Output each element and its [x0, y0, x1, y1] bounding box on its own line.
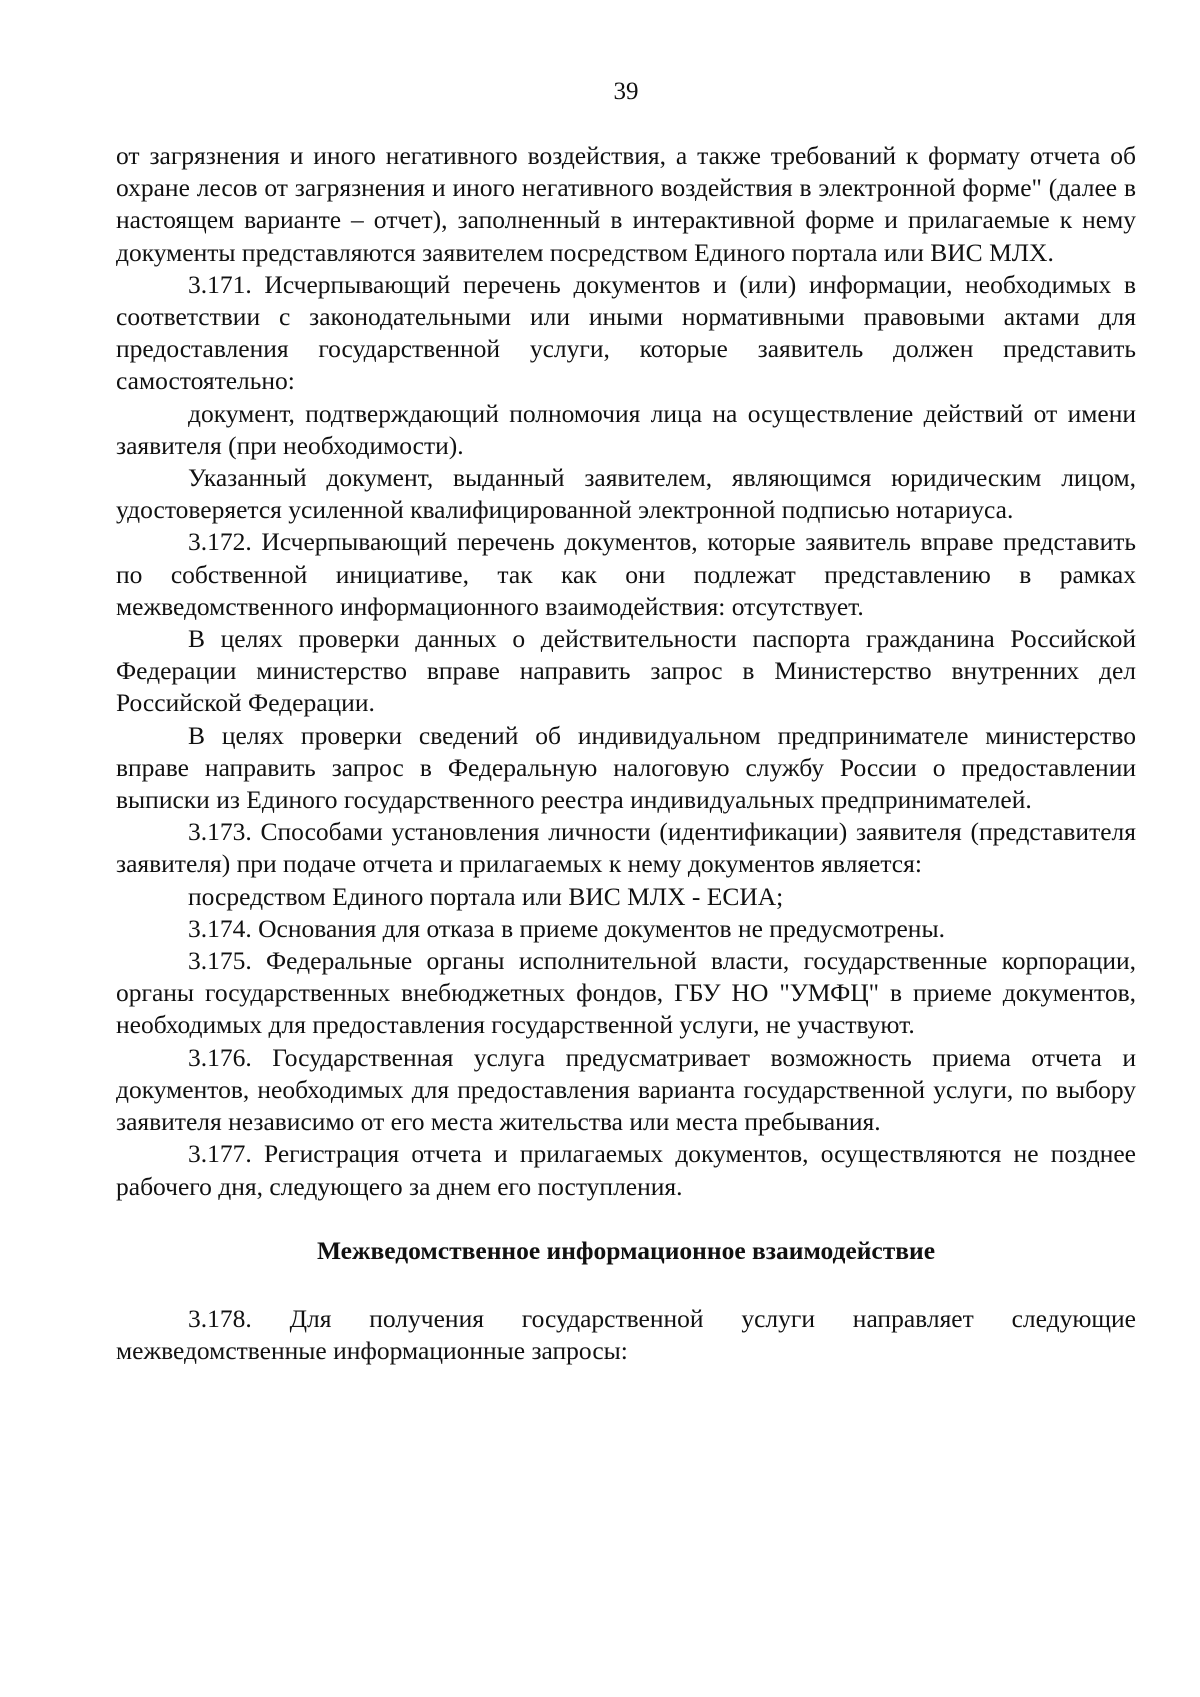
- paragraph: 3.176. Государственная услуга предусматривает возможность приема отчета и документов, необходимых для предоставления варианта государственной услуги, по выбору заявителя независимо от его места жительства или места пребывания.: [116, 1042, 1136, 1137]
- paragraph: Указанный документ, выданный заявителем, являющимся юридическим лицом, удостоверяется усиленной квалифицированной электронной подписью нотариуса.: [116, 463, 1136, 525]
- page-number: 39: [613, 78, 639, 105]
- document-body: [116, 140, 1136, 1367]
- paragraph: 3.175. Федеральные органы исполнительной власти, государственные корпорации, органы государственных внебюджетных фондов, ГБУ НО "УМФЦ" в приеме документов, необходимых для предоставления государственной услуги, не участвуют.: [116, 946, 1136, 1040]
- paragraph: от загрязнения и иного негативного воздействия, а также требований к формату отчета об охране лесов от загрязнения и иного негативного воздействия в электронной форме" (далее в настоящем варианте – отчет), заполненный в интерактивной форме и прилагаемые к нему документы представляются заявителем посредством Единого портала или ВИС МЛХ.: [116, 141, 1136, 267]
- paragraph: 3.173. Способами установления личности (идентификации) заявителя (представителя заявителя) при подаче отчета и прилагаемых к нему документов является:: [116, 817, 1136, 879]
- paragraph: 3.177. Регистрация отчета и прилагаемых документов, осуществляются не позднее рабочего дня, следующего за днем его поступления.: [116, 1139, 1136, 1201]
- paragraph: 3.174. Основания для отказа в приеме документов не предусмотрены.: [188, 913, 945, 943]
- paragraph: 3.172. Исчерпывающий перечень документов, которые заявитель вправе представить по собственной инициативе, так как они подлежат представлению в рамках межведомственного информационного взаимодействия: отсутствует.: [116, 527, 1136, 621]
- paragraph: В целях проверки сведений об индивидуальном предпринимателе министерство вправе направить запрос в Федеральную налоговую службу России о предоставлении выписки из Единого государственного реестра индивидуальных предпринимателей.: [116, 720, 1136, 815]
- paragraph: посредством Единого портала или ВИС МЛХ - ЕСИА;: [188, 881, 784, 911]
- paragraph: 3.178. Для получения государственной услуги направляет следующие межведомственные информационные запросы:: [116, 1303, 1136, 1366]
- paragraph: В целях проверки данных о действительности паспорта гражданина Российской Федерации министерство вправе направить запрос в Министерство внутренних дел Российской Федерации.: [116, 624, 1136, 718]
- paragraph: 3.171. Исчерпывающий перечень документов и (или) информации, необходимых в соответствии с законодательными или иными нормативными правовыми актами для предоставления государственной услуги, которые заявитель должен представить самостоятельно:: [116, 269, 1136, 396]
- paragraph: документ, подтверждающий полномочия лица на осуществление действий от имени заявителя (при необходимости).: [116, 398, 1136, 460]
- section-heading: Межведомственное информационное взаимодействие: [316, 1235, 936, 1265]
